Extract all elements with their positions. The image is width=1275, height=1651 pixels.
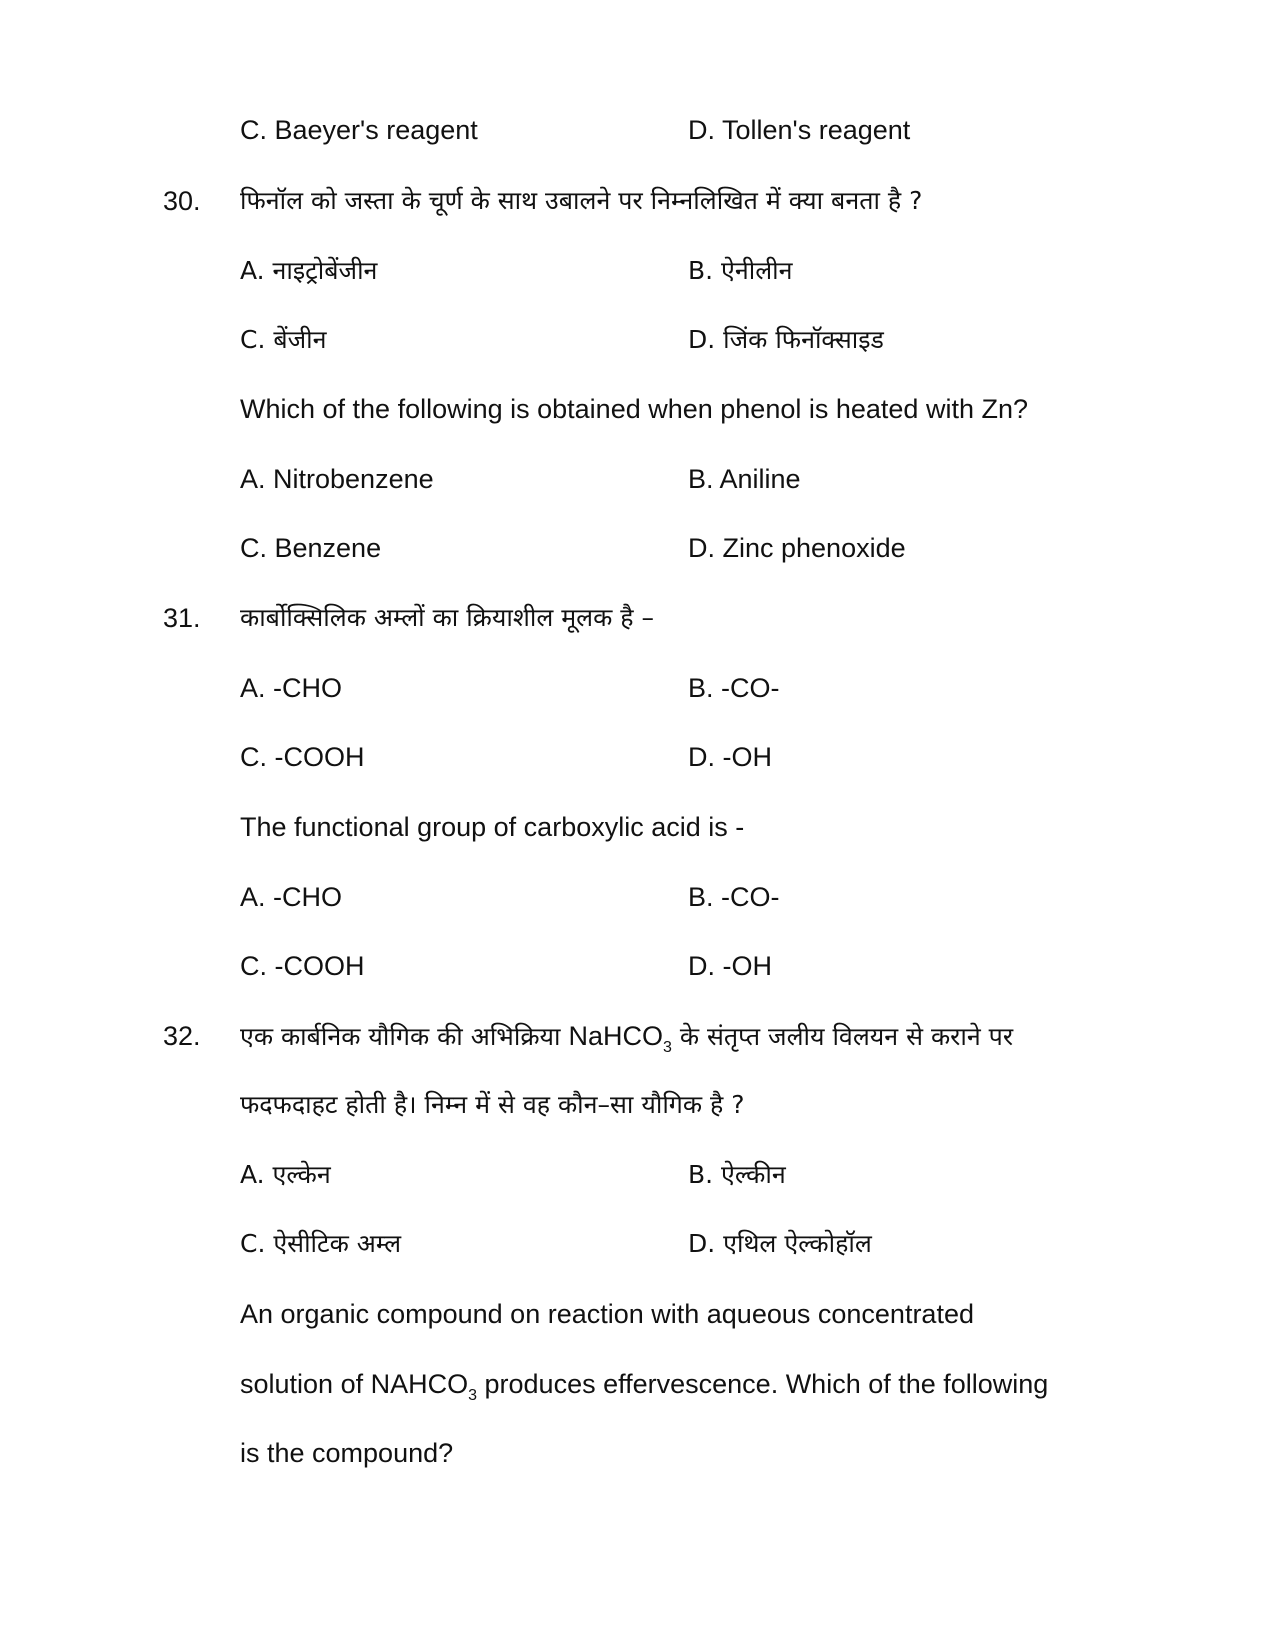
q32-number: 32. — [163, 1021, 201, 1051]
q32-formula-english: NAHCO — [370, 1369, 469, 1399]
q32-hindi-option-d: D. एथिल ऐल्कोहॉल — [688, 1229, 872, 1258]
q30-english-option-d: D. Zinc phenoxide — [688, 533, 906, 563]
q32-stem-hindi-part2: के संतृप्त जलीय विलयन से कराने पर — [671, 1022, 1014, 1051]
q31-english-option-b: B. -CO- — [688, 882, 780, 912]
q32-stem-english-part1: solution of — [240, 1369, 371, 1399]
q32-stem-hindi-line2: फदफदाहट होती है। निम्न में से वह कौन–सा यौगिक है ? — [240, 1090, 745, 1119]
q31-number: 31. — [163, 603, 201, 633]
q32-formula-hindi-subscript: 3 — [662, 1039, 672, 1056]
q32-hindi-option-b: B. ऐल्कीन — [688, 1160, 786, 1189]
q30-hindi-option-c: C. बेंजीन — [240, 325, 327, 354]
q31-english-option-d: D. -OH — [688, 951, 772, 981]
q32-stem-english-line1: An organic compound on reaction with aqueous concentrated — [240, 1299, 974, 1329]
q32-stem-hindi-part1: एक कार्बनिक यौगिक की अभिक्रिया — [240, 1022, 569, 1051]
q32-stem-english-line2 — [240, 1367, 1049, 1404]
q30-english-option-b: B. Aniline — [688, 464, 801, 494]
q30-hindi-option-d: D. जिंक फिनॉक्साइड — [688, 325, 884, 354]
q32-stem-english-line3: is the compound? — [240, 1438, 454, 1468]
q31-hindi-option-c: C. -COOH — [240, 742, 365, 772]
q31-english-option-a: A. -CHO — [240, 882, 343, 912]
q31-hindi-option-b: B. -CO- — [688, 673, 780, 703]
q30-stem-hindi: फिनॉल को जस्ता के चूर्ण के साथ उबालने पर निम्नलिखित में क्या बनता है ? — [240, 186, 923, 215]
q30-hindi-option-a: A. नाइट्रोबेंजीन — [240, 256, 378, 285]
q31-stem-hindi: कार्बोक्सिलिक अम्लों का क्रियाशील मूलक है – — [240, 603, 654, 632]
q31-english-option-c: C. -COOH — [240, 951, 365, 981]
q31-hindi-option-a: A. -CHO — [240, 673, 343, 703]
q30-number: 30. — [163, 186, 201, 216]
q29-option-d: D. Tollen's reagent — [688, 115, 911, 145]
q32-formula-hindi: NaHCO — [568, 1021, 663, 1051]
q30-english-option-c: C. Benzene — [240, 533, 382, 563]
q31-stem-english: The functional group of carboxylic acid is - — [240, 812, 745, 842]
q30-english-option-a: A. Nitrobenzene — [240, 464, 434, 494]
q32-stem-hindi-line1 — [240, 1019, 1013, 1054]
q30-stem-english: Which of the following is obtained when phenol is heated with Zn? — [240, 394, 1028, 424]
q31-hindi-option-d: D. -OH — [688, 742, 772, 772]
q29-option-c: C. Baeyer's reagent — [240, 115, 478, 145]
q32-hindi-option-a: A. एल्केन — [240, 1160, 331, 1189]
q32-stem-english-part2: produces effervescence. Which of the following — [477, 1369, 1049, 1399]
q30-hindi-option-b: B. ऐनीलीन — [688, 256, 793, 285]
q32-formula-english-subscript: 3 — [468, 1387, 478, 1404]
q32-hindi-option-c: C. ऐसीटिक अम्ल — [240, 1229, 402, 1258]
